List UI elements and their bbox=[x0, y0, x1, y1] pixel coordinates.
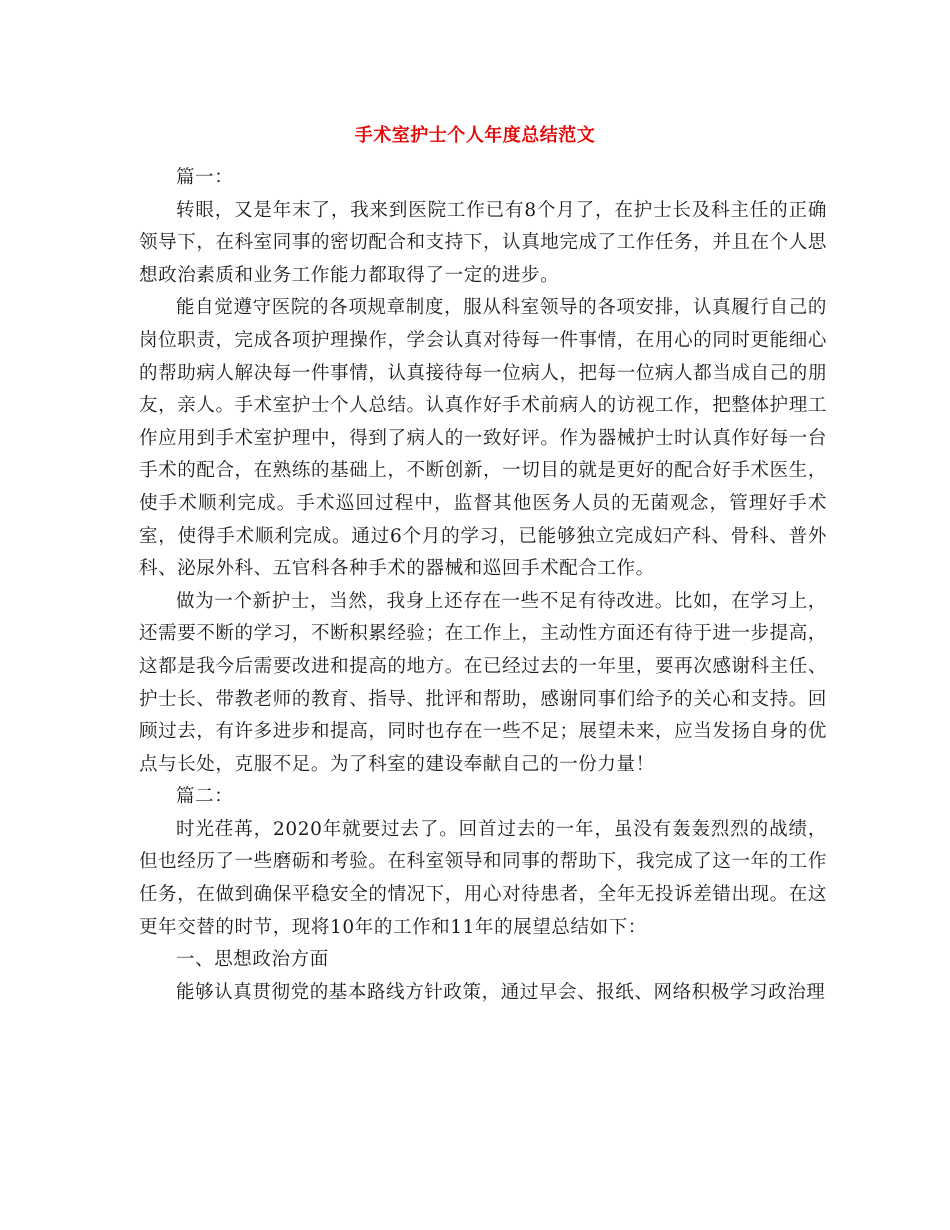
section-heading-2: 篇二： bbox=[176, 786, 234, 808]
document-title: 手术室护士个人年度总结范文 bbox=[354, 125, 596, 146]
paragraph-1: 转眼，又是年末了，我来到医院工作已有8个月了，在护士长及科主任的正确领导下，在科室同事的密切配合和支持下，认真地完成了工作任务，并且在个人思想政治素质和业务工作能力都取得了一定的进步。 bbox=[139, 199, 827, 286]
document-body bbox=[139, 162, 827, 1009]
paragraph-3: 做为一个新护士，当然，我身上还存在一些不足有待改进。比如，在学习上，还需要不断的学习，不断积累经验；在工作上，主动性方面还有待于进一步提高，这都是我今后需要改进和提高的地方。在已经过去的一年里，要再次感谢科主任、护士长、带教老师的教育、指导、批评和帮助，感谢同事们给予的关心和支持。回顾过去，有许多进步和提高，同时也存在一些不足；展望未来，应当发扬自身的优点与长处，克服不足。为了科室的建设奉献自己的一份力量！ bbox=[139, 590, 827, 775]
section-heading-1: 篇一： bbox=[176, 167, 234, 188]
paragraph-2: 能自觉遵守医院的各项规章制度，服从科室领导的各项安排，认真履行自己的岗位职责，完成各项护理操作，学会认真对待每一件事情，在用心的同时更能细心的帮助病人解决每一件事情，认真接待每一位病人，把每一位病人都当成自己的朋友，亲人。手术室护士个人总结。认真作好手术前病人的访视工作，把整体护理工作应用到手术室护理中，得到了病人的一致好评。作为器械护士时认真作好每一台手术的配合，在熟练的基础上，不断创新，一切目的就是更好的配合好手术医生，使手术顺利完成。手术巡回过程中，监督其他医务人员的无菌观念，管理好手术室，使得手术顺利完成。通过6个月的学习，已能够独立完成妇产科、骨科、普外科、泌尿外科、五官科各种手术的器械和巡回手术配合工作。 bbox=[139, 297, 827, 580]
paragraph-5: 能够认真贯彻党的基本路线方针政策，通过早会、报纸、网络积极学习政治理 bbox=[176, 981, 826, 1003]
paragraph-4: 时光荏苒，2020年就要过去了。回首过去的一年，虽没有轰轰烈烈的战绩，但也经历了一些磨砺和考验。在科室领导和同事的帮助下，我完成了这一年的工作任务，在做到确保平稳安全的情况下，用心对待患者，全年无投诉差错出现。在这更年交替的时节，现将10年的工作和11年的展望总结如下： bbox=[139, 818, 827, 938]
subsection-heading-1: 一、思想政治方面 bbox=[176, 949, 329, 971]
